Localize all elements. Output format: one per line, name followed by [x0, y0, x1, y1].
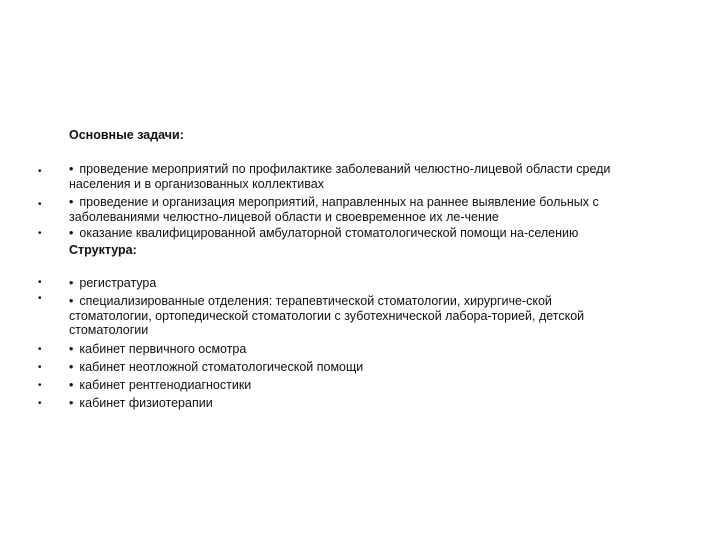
outer-bullet: •: [38, 277, 42, 288]
outer-bullet: •: [38, 166, 42, 177]
structure-item-text: кабинет физиотерапии: [79, 396, 213, 410]
outer-bullet: •: [38, 199, 42, 210]
bullet-marker: •: [69, 378, 74, 392]
structure-item-line: [69, 360, 689, 375]
outer-bullet: •: [38, 398, 42, 409]
task-item-line: [69, 195, 689, 210]
task-item-text: заболеваниями челюстно-лицевой области и своевременное их ле-чение: [69, 209, 499, 224]
bullet-marker: •: [69, 342, 74, 356]
structure-item: [69, 294, 689, 338]
structure-item-line: [69, 294, 689, 309]
outer-bullet: •: [38, 380, 42, 391]
task-item: [69, 162, 689, 191]
tasks-heading: Основные задачи:: [69, 128, 184, 142]
task-item-line: [69, 226, 689, 241]
structure-item-line: [69, 378, 689, 393]
outer-bullet: •: [38, 228, 42, 239]
structure-item: [69, 378, 689, 393]
structure-item-text: регистратура: [79, 276, 157, 290]
structure-item-text: кабинет первичного осмотра: [79, 342, 247, 356]
task-item-text: проведение мероприятий по профилактике заболеваний челюстно-лицевой области среди: [79, 162, 611, 176]
bullet-marker: •: [69, 276, 74, 290]
task-item: [69, 226, 689, 241]
outer-bullet: •: [38, 362, 42, 373]
task-item-text: населения и в организованных коллективах: [69, 176, 324, 191]
structure-item-text: стоматологии, ортопедической стоматологии с зуботехнической лабора-торией, детской: [69, 308, 585, 323]
structure-item: [69, 342, 689, 357]
structure-item-text: кабинет неотложной стоматологической помощи: [79, 360, 364, 374]
structure-item: [69, 360, 689, 375]
task-item-text: проведение и организация мероприятий, направленных на раннее выявление больных с: [79, 195, 599, 209]
bullet-marker: •: [69, 195, 74, 209]
bullet-marker: •: [69, 294, 74, 308]
structure-item-text: стоматологии: [69, 323, 149, 337]
task-item: [69, 195, 689, 224]
structure-item-text: специализированные отделения: терапевтической стоматологии, хирургиче-ской: [79, 294, 552, 308]
task-item-text: оказание квалифицированной амбулаторной стоматологической помощи на-селению: [79, 226, 579, 240]
structure-item-text: кабинет рентгенодиагностики: [79, 378, 252, 392]
structure-item-line: [69, 276, 689, 291]
bullet-marker: •: [69, 396, 74, 410]
structure-item: [69, 276, 689, 291]
bullet-marker: •: [69, 226, 74, 240]
bullet-marker: •: [69, 162, 74, 176]
structure-item-line: [69, 342, 689, 357]
structure-heading: Структура:: [69, 243, 137, 257]
structure-item: [69, 396, 689, 411]
outer-bullet: •: [38, 344, 42, 355]
bullet-marker: •: [69, 360, 74, 374]
structure-item-line: [69, 396, 689, 411]
outer-bullet: •: [38, 293, 42, 304]
task-item-line: [69, 162, 689, 177]
